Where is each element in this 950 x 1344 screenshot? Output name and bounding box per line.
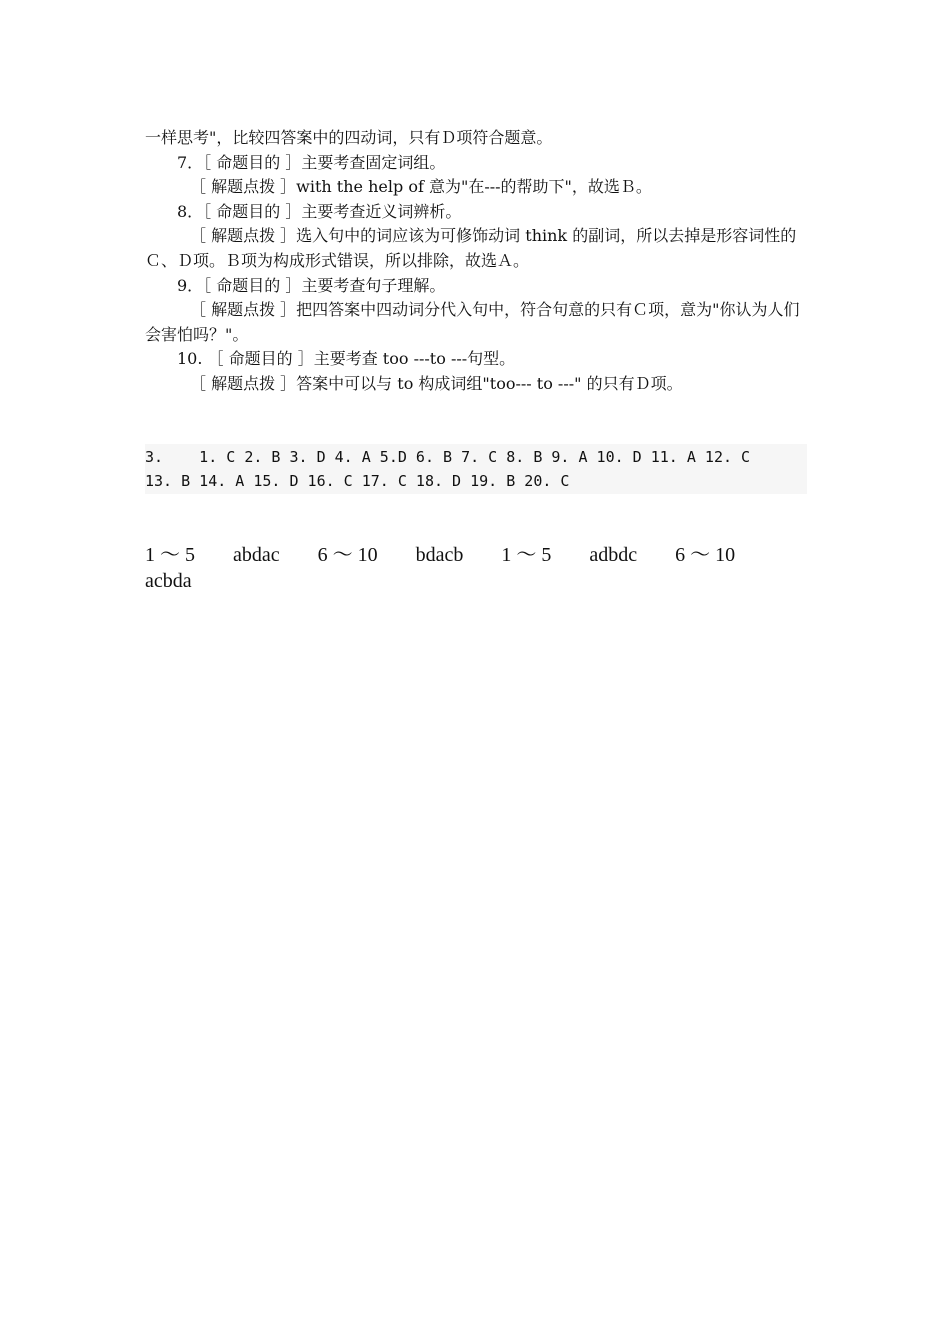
answer-key-ranges — [145, 542, 807, 594]
key-answers: acbda — [145, 569, 192, 592]
item-8-hint-text: ［ 解题点拨 ］选入句中的词应该为可修饰动词 think 的副词，所以去掉是形容词性的Ｃ、Ｄ项。Ｂ项为构成形式错误，所以排除，故选Ａ。 — [145, 226, 797, 270]
key-answers: adbdc — [589, 543, 638, 566]
item-10-purpose: 10. ［ 命题目的 ］主要考查 too ---to ---句型。 — [177, 349, 516, 369]
document-content — [145, 126, 807, 594]
key-range: 1 ～ 5 — [145, 543, 195, 566]
item-9-hint-text: ［ 解题点拨 ］把四答案中四动词分代入句中，符合句意的只有Ｃ项，意为"你认为人们会害怕吗？"。 — [145, 300, 800, 344]
item-7-purpose: 7．［ 命题目的 ］主要考查固定词组。 — [177, 152, 446, 172]
item-9-hint — [145, 298, 807, 347]
key-answers: bdacb — [415, 543, 464, 566]
item-8-hint — [145, 224, 807, 273]
key-range: 6 ～ 10 — [317, 543, 378, 566]
text-line-continuation: 一样思考"，比较四答案中的四动词，只有Ｄ项符合题意。 — [145, 128, 553, 147]
key-range: 6 ～ 10 — [675, 543, 736, 566]
item-9-purpose: 9．［ 命题目的 ］主要考查句子理解。 — [177, 275, 446, 295]
item-10-hint: ［ 解题点拨 ］答案中可以与 to 构成词组"too--- to ---" 的只有Ｄ项。 — [190, 373, 683, 393]
item-8-purpose: 8．［ 命题目的 ］主要考查近义词辨析。 — [177, 201, 462, 221]
item-7-hint: ［ 解题点拨 ］with the help of 意为"在---的帮助下"，故选Ｂ。 — [190, 177, 652, 197]
key-range: 1 ～ 5 — [501, 543, 552, 566]
answer-key-block: 3. 1. C 2. B 3. D 4. A 5.D 6. B 7. C 8. B 9. A 10. D 11. A 12. C 13. B 14. A 15. D 16. C 17. C 18. D 19. B 20. C — [145, 444, 807, 494]
key-answers: abdac — [233, 543, 280, 566]
